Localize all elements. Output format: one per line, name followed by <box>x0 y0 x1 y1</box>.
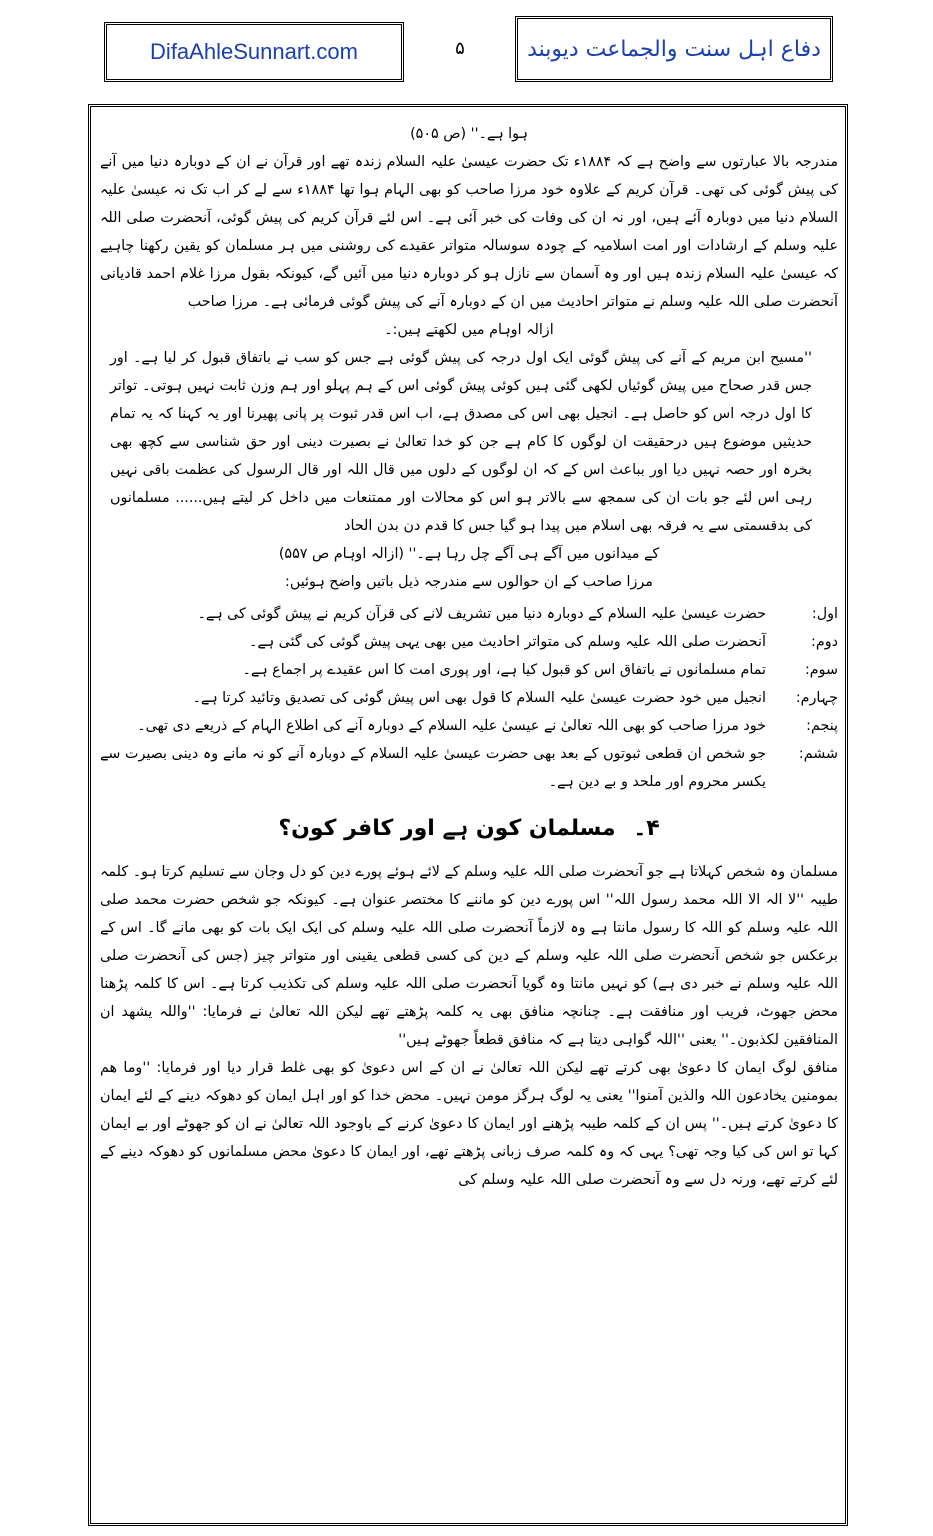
point-item <box>100 656 838 684</box>
summary-intro: مرزا صاحب کے ان حوالوں سے مندرجہ ذیل باتیں واضح ہوئیں: <box>285 574 653 590</box>
paragraph-1-end: ازالہ اوہام میں لکھتے ہیں:۔ <box>384 322 554 338</box>
page-header <box>0 0 933 100</box>
point-text: جو شخص ان قطعی ثبوتوں کے بعد بھی حضرت عیسیٰ علیہ السلام کے دوبارہ آنے کو نہ مانے وہ دینی بصیرت سے یکسر محروم اور ملحد و بے دین ہے۔ <box>100 746 766 790</box>
point-text: خود مرزا صاحب کو بھی اللہ تعالیٰ نے عیسیٰ علیہ السلام کے دوبارہ آنے کی اطلاع الہام کے ذریعے دی تھی۔ <box>137 718 766 734</box>
point-item <box>100 628 838 656</box>
site-url-box <box>104 22 404 82</box>
points-list <box>100 600 838 796</box>
section-heading <box>100 806 838 852</box>
point-text: حضرت عیسیٰ علیہ السلام کے دوبارہ دنیا میں تشریف لانے کی قرآن کریم نے پیش گوئی کی ہے۔ <box>197 606 766 622</box>
point-item <box>100 600 838 628</box>
reference-top: ہوا ہے۔'' (ص ۵۰۵) <box>410 126 528 142</box>
point-label: سوم: <box>804 662 838 678</box>
point-item <box>100 684 838 712</box>
point-label: پنجم: <box>806 718 838 734</box>
section-title: مسلمان کون ہے اور کافر کون؟ <box>278 816 616 841</box>
point-label: ششم: <box>798 746 838 762</box>
book-title-box <box>515 16 833 82</box>
quotation: ''مسیح ابن مریم کے آنے کی پیش گوئی ایک اول درجہ کی پیش گوئی ہے جس کو سب نے باتفاق قبول کر لیا ہے۔ اور جس قدر صحاح میں پیش گوئیاں لکھی گئی ہیں کوئی پیش گوئی اس کے ہم پہلو اور ہم وزن ثابت نہیں ہوتی۔ تواتر کا اول درجہ اس کو حاصل ہے۔ انجیل بھی اس کی مصدق ہے، اب اس قدر ثبوت پر پانی پھیرنا اور یہ کہنا کہ یہ تمام حدیثیں موضوع ہیں درحقیقت ان لوگوں کا کام ہے جن کو خدا تعالیٰ نے بصیرت دینی اور حق شناسی سے کچھ بھی بخرہ اور حصہ نہیں دیا اور بباعث اس کے کہ ان لوگوں کے دلوں میں قال اللہ اور قال الرسول کی عظمت باقی نہیں رہی اس لئے جو بات ان کی سمجھ سے بالاتر ہو اس کو محالات اور ممتنعات میں داخل کر لیتے ہیں...... مسلمانوں کی بدقسمتی سے یہ فرقہ بھی اسلام میں پیدا ہو گیا جس کا قدم دن بدن الحاد <box>110 350 812 534</box>
point-text: تمام مسلمانوں نے باتفاق اس کو قبول کیا ہے، اور پوری امت کا اس عقیدے پر اجماع ہے۔ <box>242 662 766 678</box>
quotation-end: کے میدانوں میں آگے ہی آگے چل رہا ہے۔'' (ازالہ اوہام ص ۵۵۷) <box>278 546 660 562</box>
point-item <box>100 740 838 796</box>
paragraph-1: مندرجہ بالا عبارتوں سے واضح ہے کہ ۱۸۸۴ء تک حضرت عیسیٰ علیہ السلام زندہ تھے اور قرآن نے ان کے دوبارہ دنیا میں آنے کی پیش گوئی کی تھی۔ قرآن کریم کے علاوہ خود مرزا صاحب کو بھی الہام ہوا تھا ۱۸۸۴ء سے لے کر اب تک نہ عیسیٰ علیہ السلام دنیا میں دوبارہ آئے ہیں، اور نہ ان کی وفات کی خبر آئی ہے۔ اس لئے قرآن کریم کی پیش گوئی، آنحضرت صلی اللہ علیہ وسلم کے ارشادات اور امت اسلامیہ کے چودہ سوسالہ متواتر عقیدے کی روشنی میں ہر مسلمان کو یقین رکھنا چاہیے کہ عیسیٰ علیہ السلام زندہ ہیں اور وہ آسمان سے نازل ہو کر دوبارہ دنیا میں آئیں گے، کیونکہ بقول مرزا غلام احمد قادیانی آنحضرت صلی اللہ علیہ وسلم نے متواتر احادیث میں ان کے دوبارہ آنے کی پیش گوئی فرمائی ہے۔ مرزا صاحب <box>100 154 838 310</box>
point-text: انجیل میں خود حضرت عیسیٰ علیہ السلام کا قول بھی اس پیش گوئی کی تصدیق وتائید کرتا ہے۔ <box>192 690 766 706</box>
point-label: اول: <box>811 606 838 622</box>
point-text: آنحضرت صلی اللہ علیہ وسلم کی متواتر احادیث میں بھی یہی پیش گوئی کی گئی ہے۔ <box>249 634 766 650</box>
point-item <box>100 712 838 740</box>
point-label: دوم: <box>811 634 838 650</box>
section-number: ۴۔ <box>633 816 660 841</box>
book-title: دفاع اہل سنت والجماعت دیوبند <box>527 36 821 62</box>
page-body <box>100 120 838 1520</box>
paragraph-3: منافق لوگ ایمان کا دعویٰ بھی کرتے تھے لیکن اللہ تعالیٰ نے ان کے اس دعویٰ کو بھی غلط قرار دیا اور فرمایا: ''وما ھم بمومنین یخادعون اللہ والذین آمنوا'' یعنی یہ لوگ ہرگز مومن نہیں۔ محض خدا کو اور اہل ایمان کو دھوکہ دینے کے لئے ایمان کا دعویٰ کرتے ہیں۔'' پس ان کے کلمہ طیبہ پڑھنے اور ایمان کا دعویٰ کرنے کے باوجود اللہ تعالیٰ نے ان کو جھوٹے اور بے ایمان کہا تو اس کی کیا وجہ تھی؟ یہی کہ وہ کلمہ صرف زبانی پڑھتے تھے، اور ایمان کا دعویٰ محض مسلمانوں کو دھوکہ دینے کے لئے کرتے تھے، ورنہ دل سے وہ آنحضرت صلی اللہ علیہ وسلم کی <box>100 1060 838 1188</box>
point-label: چہارم: <box>795 690 838 706</box>
page-number: ۵ <box>455 38 465 59</box>
paragraph-2: مسلمان وہ شخص کہلاتا ہے جو آنحضرت صلی اللہ علیہ وسلم کے لائے ہوئے پورے دین کو دل وجان سے تسلیم کرتا ہو۔ کلمہ طیبہ ''لا الہ الا اللہ محمد رسول اللہ'' اس پورے دین کو ماننے کا مختصر عنوان ہے۔ کیونکہ جو شخص حضرت محمد صلی اللہ علیہ وسلم کو اللہ کا رسول مانتا ہے وہ لازماً آنحضرت صلی اللہ علیہ وسلم کی ایک ایک بات کو بھی مانے گا۔ اس کے برعکس جو شخص آنحضرت صلی اللہ علیہ وسلم کے دین کی کسی قطعی یقینی اور متواتر چیز (جس کی آنحضرت صلی اللہ علیہ وسلم نے خبر دی ہے) کو نہیں مانتا وہ گویا آنحضرت صلی اللہ علیہ وسلم کی تکذیب کرتا ہے۔ اس کا کلمہ پڑھنا محض جھوٹ، فریب اور منافقت ہے۔ چنانچہ منافق بھی یہ کلمہ پڑھتے تھے لیکن اللہ تعالیٰ نے فرمایا: ''واللہ یشھد ان المنافقین لکذبون۔'' یعنی ''اللہ گواہی دیتا ہے کہ منافق قطعاً جھوٹے ہیں'' <box>100 864 838 1048</box>
site-url: DifaAhleSunnart.com <box>150 39 358 64</box>
